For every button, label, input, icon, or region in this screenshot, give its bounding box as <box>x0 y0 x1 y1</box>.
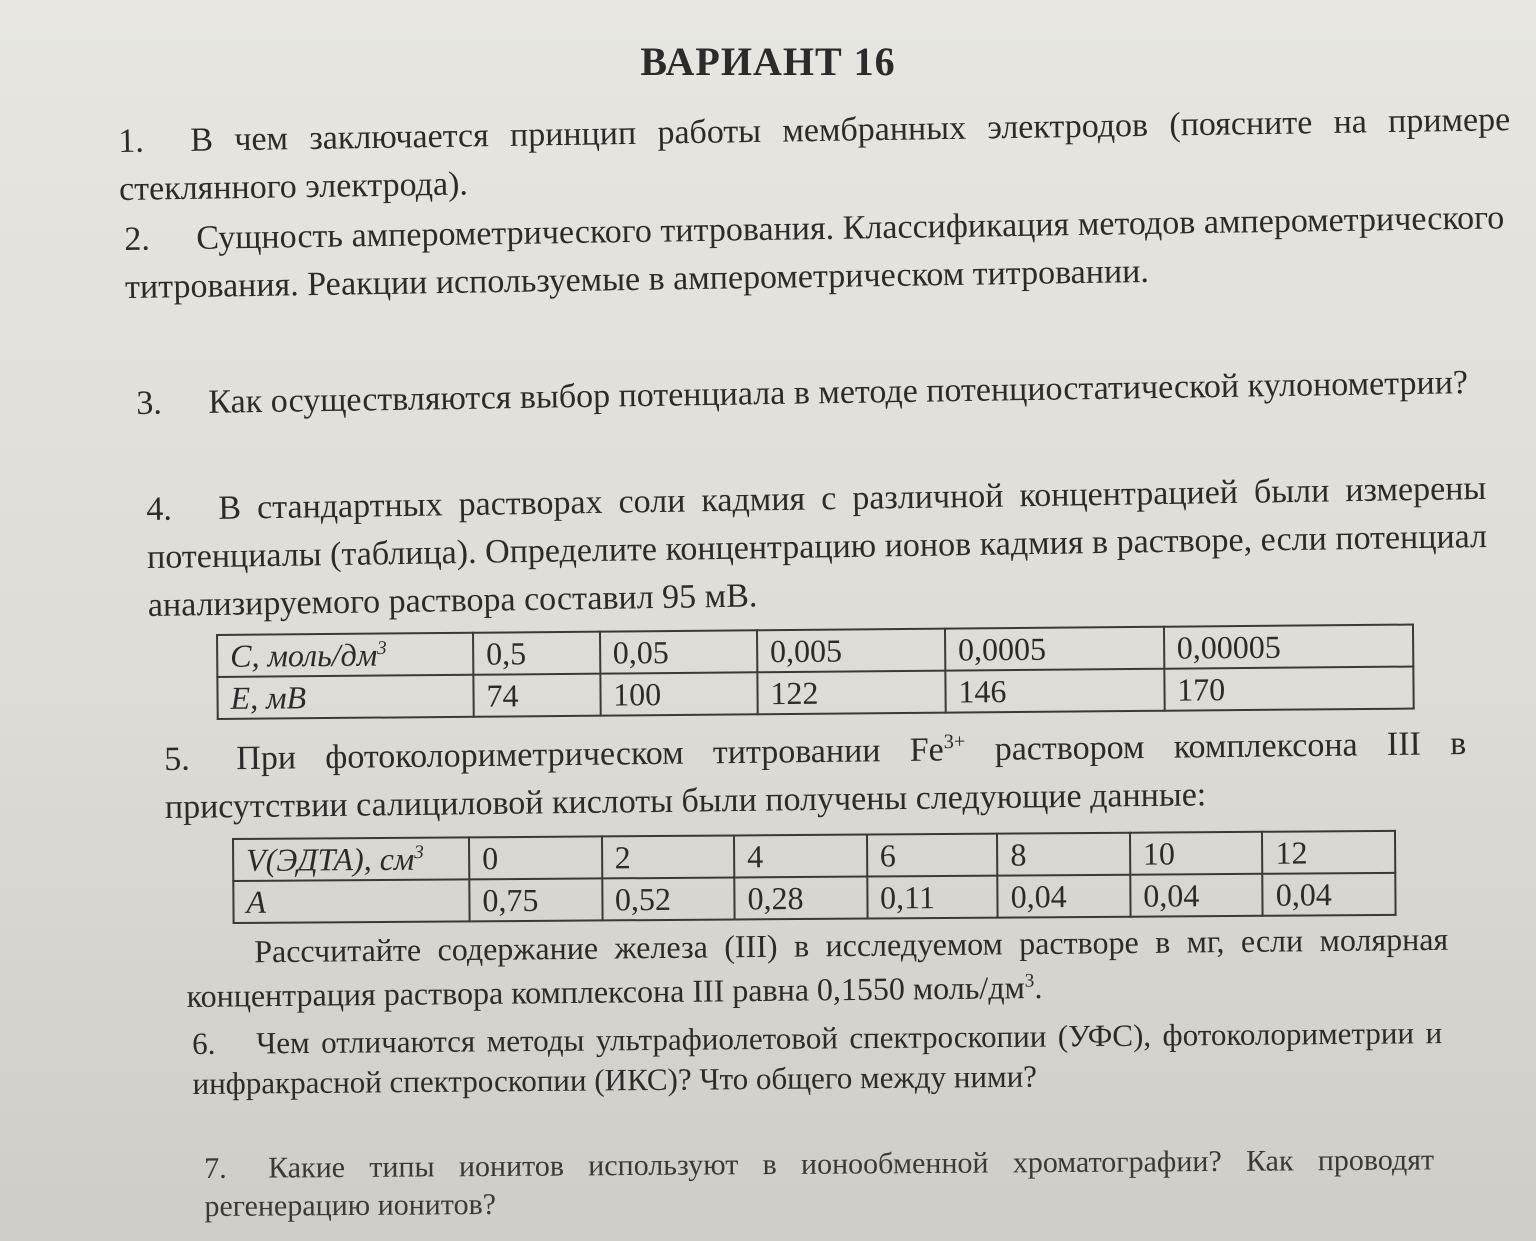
question-1 <box>118 96 1511 214</box>
table-row <box>233 873 1395 923</box>
question-4 <box>146 465 1488 630</box>
question-text-cont: раствором комплексона III в присутствии салициловой кислоты были получены следующие данные: <box>164 725 1467 826</box>
question-text: Как осуществляются выбор потенциала в методе потенциостатической кулонометрии? <box>208 364 1469 421</box>
table-cell: 0,005 <box>757 629 945 673</box>
table-cell: 100 <box>600 672 758 715</box>
table-cell: 0 <box>469 836 602 879</box>
question-5-task: Рассчитайте содержание железа (III) в исследуемом растворе в мг, если молярная концентрация раствора комплексона III равна 0,1550 моль/$дм^3$. <box>186 920 1449 1014</box>
question-number: 3. <box>136 384 163 422</box>
table-cell: 0,00005 <box>1164 625 1414 669</box>
table-cell: 6 <box>867 834 998 877</box>
question-number: 7. <box>204 1151 227 1185</box>
row-label-potential: Е, мВ <box>217 675 473 719</box>
table-cell: 74 <box>473 674 600 717</box>
table-cell: 0,28 <box>734 877 867 920</box>
row-label-concentration: С, моль/$дм^3$ <box>217 633 473 677</box>
question-text: Какие типы ионитов используют в ионообменной хроматографии? Как проводят регенерацию ионитов? <box>204 1143 1435 1223</box>
question-text: Чем отличаются методы ультрафиолетовой спектроскопии (УФС), фотоколориметрии и инфракрасной спектроскопии (ИКС)? Что общего между ними? <box>192 1015 1443 1101</box>
question-number: 1. <box>118 122 145 160</box>
question-number: 4. <box>146 490 173 528</box>
table-cell: 0,0005 <box>945 627 1164 671</box>
table-cell: 0,04 <box>1130 874 1263 917</box>
question-text: В чем заключается принцип работы мембранных электродов (поясните на примере стеклянного электрода). <box>118 101 1511 208</box>
question-number: 5. <box>164 740 191 778</box>
row-label-volume: V(ЭДТА), $см^3$ <box>233 837 469 881</box>
table-cell: 0,04 <box>998 875 1131 918</box>
table-cell: 146 <box>945 669 1164 713</box>
question-6 <box>192 1013 1443 1104</box>
question-text: В стандартных растворах соли кадмия с различной концентрацией были измерены потенциалы (таблица). Определите концентрацию ионов кадмия в растворе, если потенциал анализируемого раствора составил 95 мВ. <box>146 469 1488 624</box>
page-title: ВАРИАНТ 16 <box>640 39 896 84</box>
cadmium-potential-table <box>216 624 1415 720</box>
table-cell: 0,75 <box>469 878 602 921</box>
question-text: Сущность амперометрического титрования. Классификация методов амперометрического титрования. Реакции используемые в амперометрическом титровании. <box>124 199 1505 306</box>
table-cell: 12 <box>1262 831 1395 874</box>
question-text: Рассчитайте содержание железа (III) в исследуемом растворе в мг, если молярная концентрация раствора комплексона III равна 0,1550 моль/дм <box>186 920 1449 1014</box>
question-3 <box>136 359 1493 428</box>
question-number: 6. <box>192 1025 216 1061</box>
table-cell: 170 <box>1164 667 1414 711</box>
charge-superscript: 3+ <box>943 730 966 754</box>
table-cell: 0,11 <box>867 876 998 919</box>
table-cell: 4 <box>734 835 867 878</box>
question-5 <box>164 720 1467 832</box>
table-cell: 2 <box>602 835 735 878</box>
table-cell: 10 <box>1130 832 1263 875</box>
unit-superscript: 3 <box>1024 970 1035 992</box>
table-cell: 0,5 <box>473 632 600 675</box>
question-7 <box>204 1141 1435 1226</box>
table-cell: 0,05 <box>600 630 758 673</box>
table-cell: 0,52 <box>602 877 735 920</box>
table-cell: 0,04 <box>1263 873 1396 916</box>
question-text: При фотоколориметрическом титровании Fe <box>236 731 944 778</box>
question-number: 2. <box>124 220 151 258</box>
row-label-absorbance: A <box>233 879 469 923</box>
table-cell: 8 <box>997 833 1130 876</box>
titration-table <box>232 830 1397 924</box>
question-2 <box>124 194 1505 312</box>
table-cell: 122 <box>757 671 945 715</box>
